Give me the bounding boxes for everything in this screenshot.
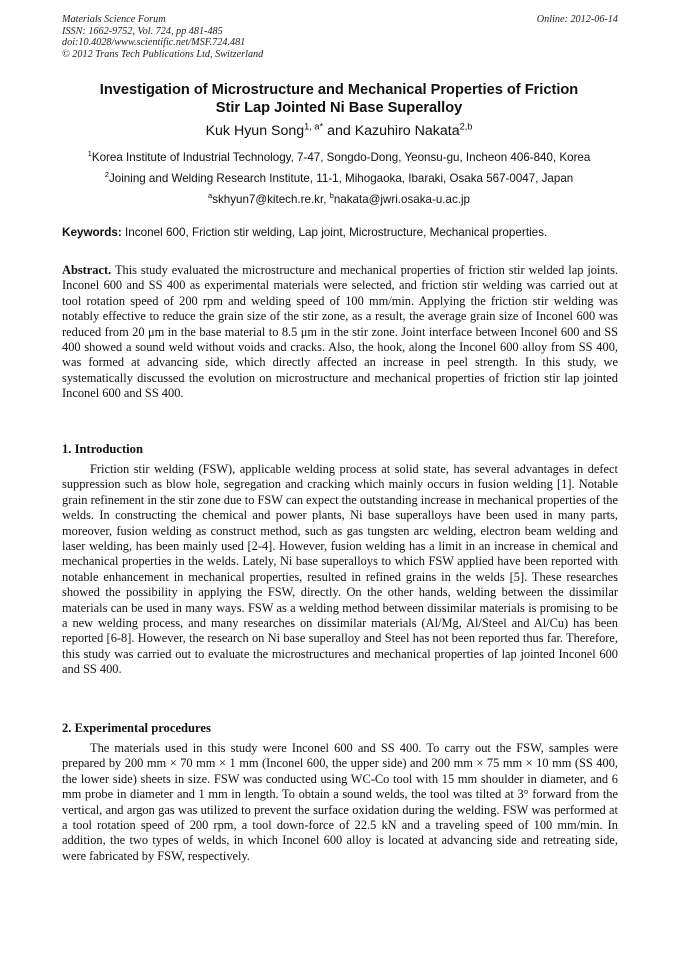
journal-doi: doi:10.4028/www.scientific.net/MSF.724.481 (62, 37, 246, 49)
title-line-1: Investigation of Microstructure and Mechanical Properties of Friction (99, 82, 579, 98)
author-1-sup: 1, a* (304, 121, 324, 132)
author-2: Kazuhiro Nakata (354, 123, 460, 139)
email-a-sup: a (207, 191, 213, 201)
email-b-sup: b (329, 191, 334, 201)
affiliation-2 (30, 172, 648, 186)
section-1-paragraph: Friction stir welding (FSW), applicable welding process at solid state, has several advantages in defect suppression such as blow hole, segregation and cracking which mainly occurs in fusion welding [1]. Notable grain refinement in the stir zone due to FSW can expect the outstanding increase in mechanical properties of the welds. In constructing the chemical and power plants, Ni base superalloys have been used in many parts, moreover, fusion welding as construct method, such as gas tungsten arc welding, electron beam welding and laser welding, has been mainly used [2-4]. However, fusion welding has a limit in an increase in chemical and mechanical properties in the welds. Lately, Ni base superalloys to which FSW applied have been reported with notable enhancement in mechanical properties, resulted in refined grains in the welds [5]. These researches showed the possibility in applying the FSW, directly. On the other hands, welding between the dissimilar materials can be used in many ways. FSW as a welding method between dissimilar materials is promising to be a new welding process, and many researches on dissimilar materials (Al/Mg, Al/Steel and Al/Cu) has been reported [6-8]. However, the research on Ni base superalloy and Steel has not been reported thus far. Therefore, this study was carried out to evaluate the microstructures and mechanical properties of lap jointed Inconel 600 and SS 400. (62, 462, 618, 677)
author-conjunction: and (323, 123, 355, 139)
section-2-heading: 2. Experimental procedures (62, 721, 211, 735)
affiliation-1-text: Korea Institute of Industrial Technology, 7-47, Songdo-Dong, Yeonsu-gu, Incheon 406-840, Korea (91, 151, 591, 164)
keywords-label: Keywords: (62, 226, 122, 239)
online-date: Online: 2012-06-14 (536, 14, 618, 25)
paper-title (40, 81, 638, 117)
journal-header (62, 14, 618, 60)
title-line-2: Stir Lap Jointed Ni Base Superalloy (215, 100, 463, 116)
author-2-sup: 2,b (459, 121, 473, 132)
keywords (62, 226, 618, 240)
section-2-paragraph: The materials used in this study were Inconel 600 and SS 400. To carry out the FSW, samples were prepared by 200 mm × 70 mm × 1 mm (Inconel 600, the upper side) and 200 mm × 75 mm × 10 mm (SS 400, the lower side) sheets in size. FSW was conducted using WC-Co tool with 15 mm shoulder in diameter, and 6 mm probe in diameter and 1 mm in length. To obtain a sound welds, the tool was tilted at 3° forward from the vertical, and argon gas was utilized to prevent the surface oxidation during the welding. FSW was performed at a tool rotation speed of 200 rpm, a tool down-force of 22.5 kN and a traveling speed of 100 mm/min. In addition, the two types of welds, in which Inconel 600 alloy is located at advancing side and retreating side, were fabricated by FSW, respectively. (62, 741, 618, 863)
journal-issn: ISSN: 1662-9752, Vol. 724, pp 481-485 (62, 25, 223, 37)
section-1-heading: 1. Introduction (62, 442, 143, 456)
email-a[interactable]: skhyun7@kitech.re.kr, (212, 193, 330, 206)
affiliation-1 (30, 151, 648, 165)
affiliation-1-sup: 1 (87, 149, 92, 159)
journal-copyright: © 2012 Trans Tech Publications Ltd, Switzerland (62, 48, 264, 60)
affiliation-2-sup: 2 (104, 170, 109, 180)
affiliation-2-text: Joining and Welding Research Institute, 11-1, Mihogaoka, Ibaraki, Osaka 567-0047, Japan (108, 172, 574, 185)
abstract (62, 263, 618, 402)
abstract-text: This study evaluated the microstructure and mechanical properties of friction stir welded lap joints. Inconel 600 and SS 400 as experimental materials were selected, and friction stir welding was carried out at tool rotation speed of 200 rpm and welding speed of 100 mm/min. Applying the friction stir welding was notably effective to reduce the grain size of the stir zone, as a result, the average grain size of Inconel 600 was reduced from 20 μm in the base material to 8.5 μm in the stir zone. Joint interface between Inconel 600 and SS 400 showed a sound weld without voids and cracks. Also, the hook, along the Inconel 600 alloy from SS 400, was formed at advancing side, which directly affected an increase in peel strength. In this study, we systematically discussed the evolution on microstructure and mechanical properties of friction stir lap jointed Inconel 600 and SS 400. (62, 263, 618, 401)
keywords-text: Inconel 600, Friction stir welding, Lap joint, Microstructure, Mechanical properties. (121, 226, 548, 239)
author-1: Kuk Hyun Song (205, 123, 305, 139)
author-emails (30, 193, 648, 207)
abstract-label: Abstract. (62, 263, 112, 277)
journal-name: Materials Science Forum (62, 14, 166, 25)
email-b[interactable]: nakata@jwri.osaka-u.ac.jp (333, 193, 470, 206)
author-list (40, 122, 638, 140)
